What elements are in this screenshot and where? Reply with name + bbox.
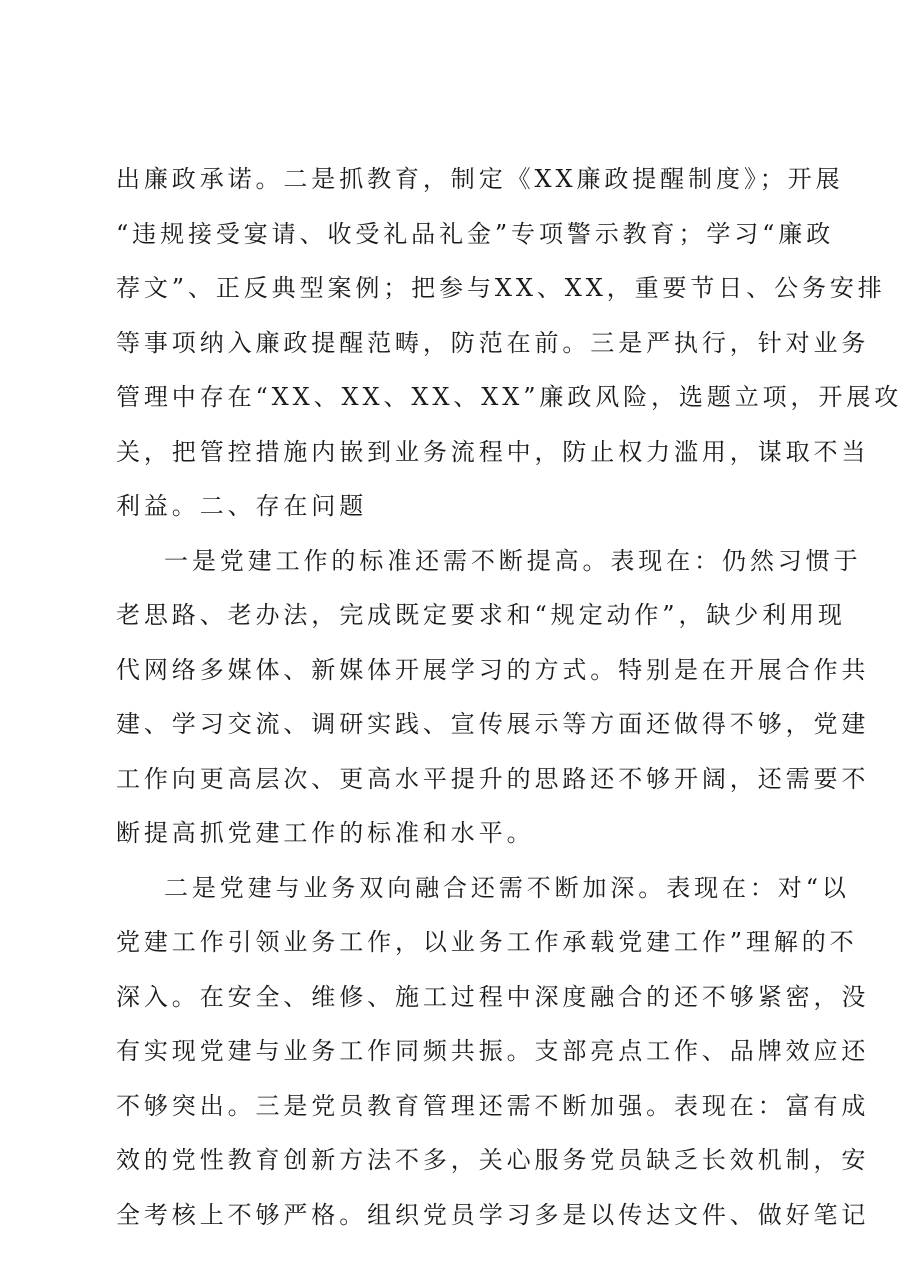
text-line: “违规接受宴请、收受礼品礼金”专项警示教育；学习“廉政: [116, 219, 835, 248]
document-body: [116, 152, 903, 1242]
text-line: 二是党建与业务双向融合还需不断加深。表现在：对“以: [164, 873, 850, 902]
text-line: 代网络多媒体、新媒体开展学习的方式。特别是在开展合作共: [116, 655, 870, 684]
text-line: 管理中存在“XX、XX、XX、XX”廉政风险，选题立项，开展攻: [116, 383, 903, 411]
text-line: 效的党性教育创新方法不多，关心服务党员缺乏长效机制，安: [116, 1146, 870, 1174]
text-line: 一是党建工作的标准还需不断提高。表现在：仍然习惯于: [164, 546, 862, 575]
text-line: 荐文”、正反典型案例；把参与XX、XX，重要节日、公务安排: [116, 274, 886, 302]
text-line: 建、学习交流、调研实践、宣传展示等方面还做得不够，党建: [116, 710, 870, 738]
text-line: 党建工作引领业务工作，以业务工作承载党建工作”理解的不: [116, 928, 858, 956]
text-line: 不够突出。三是党员教育管理还需不断加强。表现在：富有成: [116, 1091, 870, 1120]
text-line: 老思路、老办法，完成既定要求和“规定动作”，缺少利用现: [116, 601, 846, 629]
text-line: 利益。二、存在问题: [116, 492, 368, 520]
text-line: 等事项纳入廉政提醒范畴，防范在前。三是严执行，针对业务: [116, 328, 870, 357]
text-line: 断提高抓党建工作的标准和水平。: [116, 819, 535, 847]
text-line: 工作向更高层次、更高水平提升的思路还不够开阔，还需要不: [116, 764, 870, 793]
text-line: 有实现党建与业务工作同频共振。支部亮点工作、品牌效应还: [116, 1037, 870, 1065]
text-line: 出廉政承诺。二是抓教育，制定《XX廉政提醒制度》；开展: [116, 165, 844, 193]
text-line: 全考核上不够严格。组织党员学习多是以传达文件、做好笔记: [116, 1200, 870, 1229]
text-line: 深入。在安全、维修、施工过程中深度融合的还不够紧密，没: [116, 982, 870, 1011]
text-line: 关，把管控措施内嵌到业务流程中，防止权力滥用，谋取不当: [116, 437, 870, 466]
